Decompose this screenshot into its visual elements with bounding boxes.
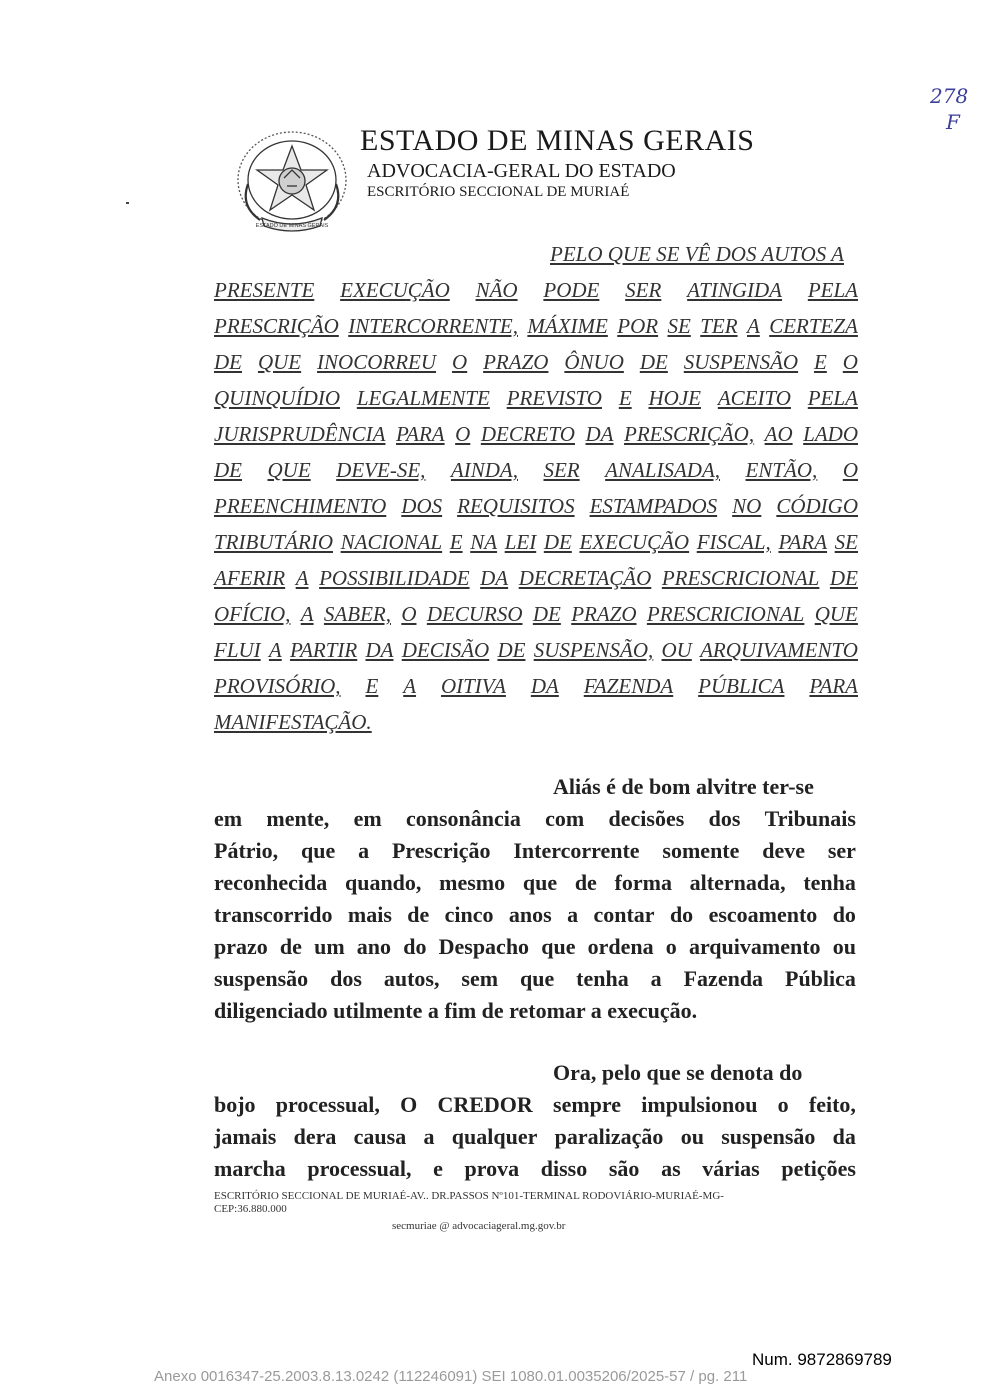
italic-line: MANIFESTAÇÃO. [214, 710, 372, 734]
text-line: Pátrio, que a Prescrição Intercorrente somente deve ser [214, 838, 856, 863]
italic-line: PREENCHIMENTO DOS REQUISITOS ESTAMPADOS NO CÓDIGO [214, 494, 858, 518]
text-line: Ora, pelo que se denota do [553, 1060, 803, 1085]
scan-speck [126, 202, 129, 204]
text-line: suspensão dos autos, sem que tenha a Fazenda Pública [214, 966, 856, 991]
page-title: ESTADO DE MINAS GERAIS [360, 124, 755, 157]
italic-line: AFERIR A POSSIBILIDADE DA DECRETAÇÃO PRESCRICIONAL DE [214, 566, 858, 590]
italic-line: PRESCRIÇÃO INTERCORRENTE, MÁXIME POR SE TER A CERTEZA [214, 314, 858, 338]
text-line: prazo de um ano do Despacho que ordena o arquivamento ou [214, 934, 856, 959]
footer-email: secmuriae @ advocaciageral.mg.gov.br [392, 1220, 566, 1232]
header-office: ESCRITÓRIO SECCIONAL DE MURIAÉ [367, 184, 630, 200]
state-coat-of-arms-icon [232, 128, 352, 238]
document-number: Num. 9872869789 [752, 1350, 892, 1369]
italic-line: QUINQUÍDIO LEGALMENTE PREVISTO E HOJE ACEITO PELA [214, 386, 858, 410]
text-line: bojo processual, O CREDOR sempre impulsionou o feito, [214, 1092, 856, 1117]
italic-line: PELO QUE SE VÊ DOS AUTOS A [550, 242, 844, 266]
footer-cep: CEP:36.880.000 [214, 1203, 287, 1215]
header-subtitle: ADVOCACIA-GERAL DO ESTADO [367, 160, 676, 182]
text-line: diligenciado utilmente a fim de retomar a execução. [214, 998, 698, 1023]
handwritten-page-number: 278 [930, 84, 969, 108]
text-line: reconhecida quando, mesmo que de forma alternada, tenha [214, 870, 856, 895]
italic-line: DE QUE DEVE-SE, AINDA, SER ANALISADA, ENTÃO, O [214, 458, 858, 482]
text-line: Aliás é de bom alvitre ter-se [553, 774, 814, 799]
italic-line: JURISPRUDÊNCIA PARA O DECRETO DA PRESCRIÇÃO, AO LADO [214, 422, 858, 446]
text-line: em mente, em consonância com decisões dos Tribunais [214, 806, 856, 831]
italic-line: TRIBUTÁRIO NACIONAL E NA LEI DE EXECUÇÃO FISCAL, PARA SE [214, 530, 858, 554]
seal-ribbon-text: ESTADO DE MINAS GERAIS [255, 223, 329, 229]
italic-line: PROVISÓRIO, E A OITIVA DA FAZENDA PÚBLICA PARA [214, 674, 858, 698]
text-line: transcorrido mais de cinco anos a contar do escoamento do [214, 902, 856, 927]
italic-line: DE QUE INOCORREU O PRAZO ÔNUO DE SUSPENSÃO E O [214, 350, 858, 374]
sei-stamp: Anexo 0016347-25.2003.8.13.0242 (112246091) SEI 1080.01.0035206/2025-57 / pg. 211 [154, 1368, 748, 1385]
text-line: jamais dera causa a qualquer paralização ou suspensão da [214, 1124, 856, 1149]
italic-line: FLUI A PARTIR DA DECISÃO DE SUSPENSÃO, OU ARQUIVAMENTO [214, 638, 858, 662]
footer-address: ESCRITÓRIO SECCIONAL DE MURIAÉ-AV.. DR.PASSOS Nº101-TERMINAL RODOVIÁRIO-MURIAÉ-MG- [214, 1190, 724, 1202]
handwritten-mark: F [946, 110, 960, 134]
text-line: marcha processual, e prova disso são as várias petições [214, 1156, 856, 1181]
italic-line: OFÍCIO, A SABER, O DECURSO DE PRAZO PRESCRICIONAL QUE [214, 602, 858, 626]
italic-line: PRESENTE EXECUÇÃO NÃO PODE SER ATINGIDA PELA [214, 278, 858, 302]
